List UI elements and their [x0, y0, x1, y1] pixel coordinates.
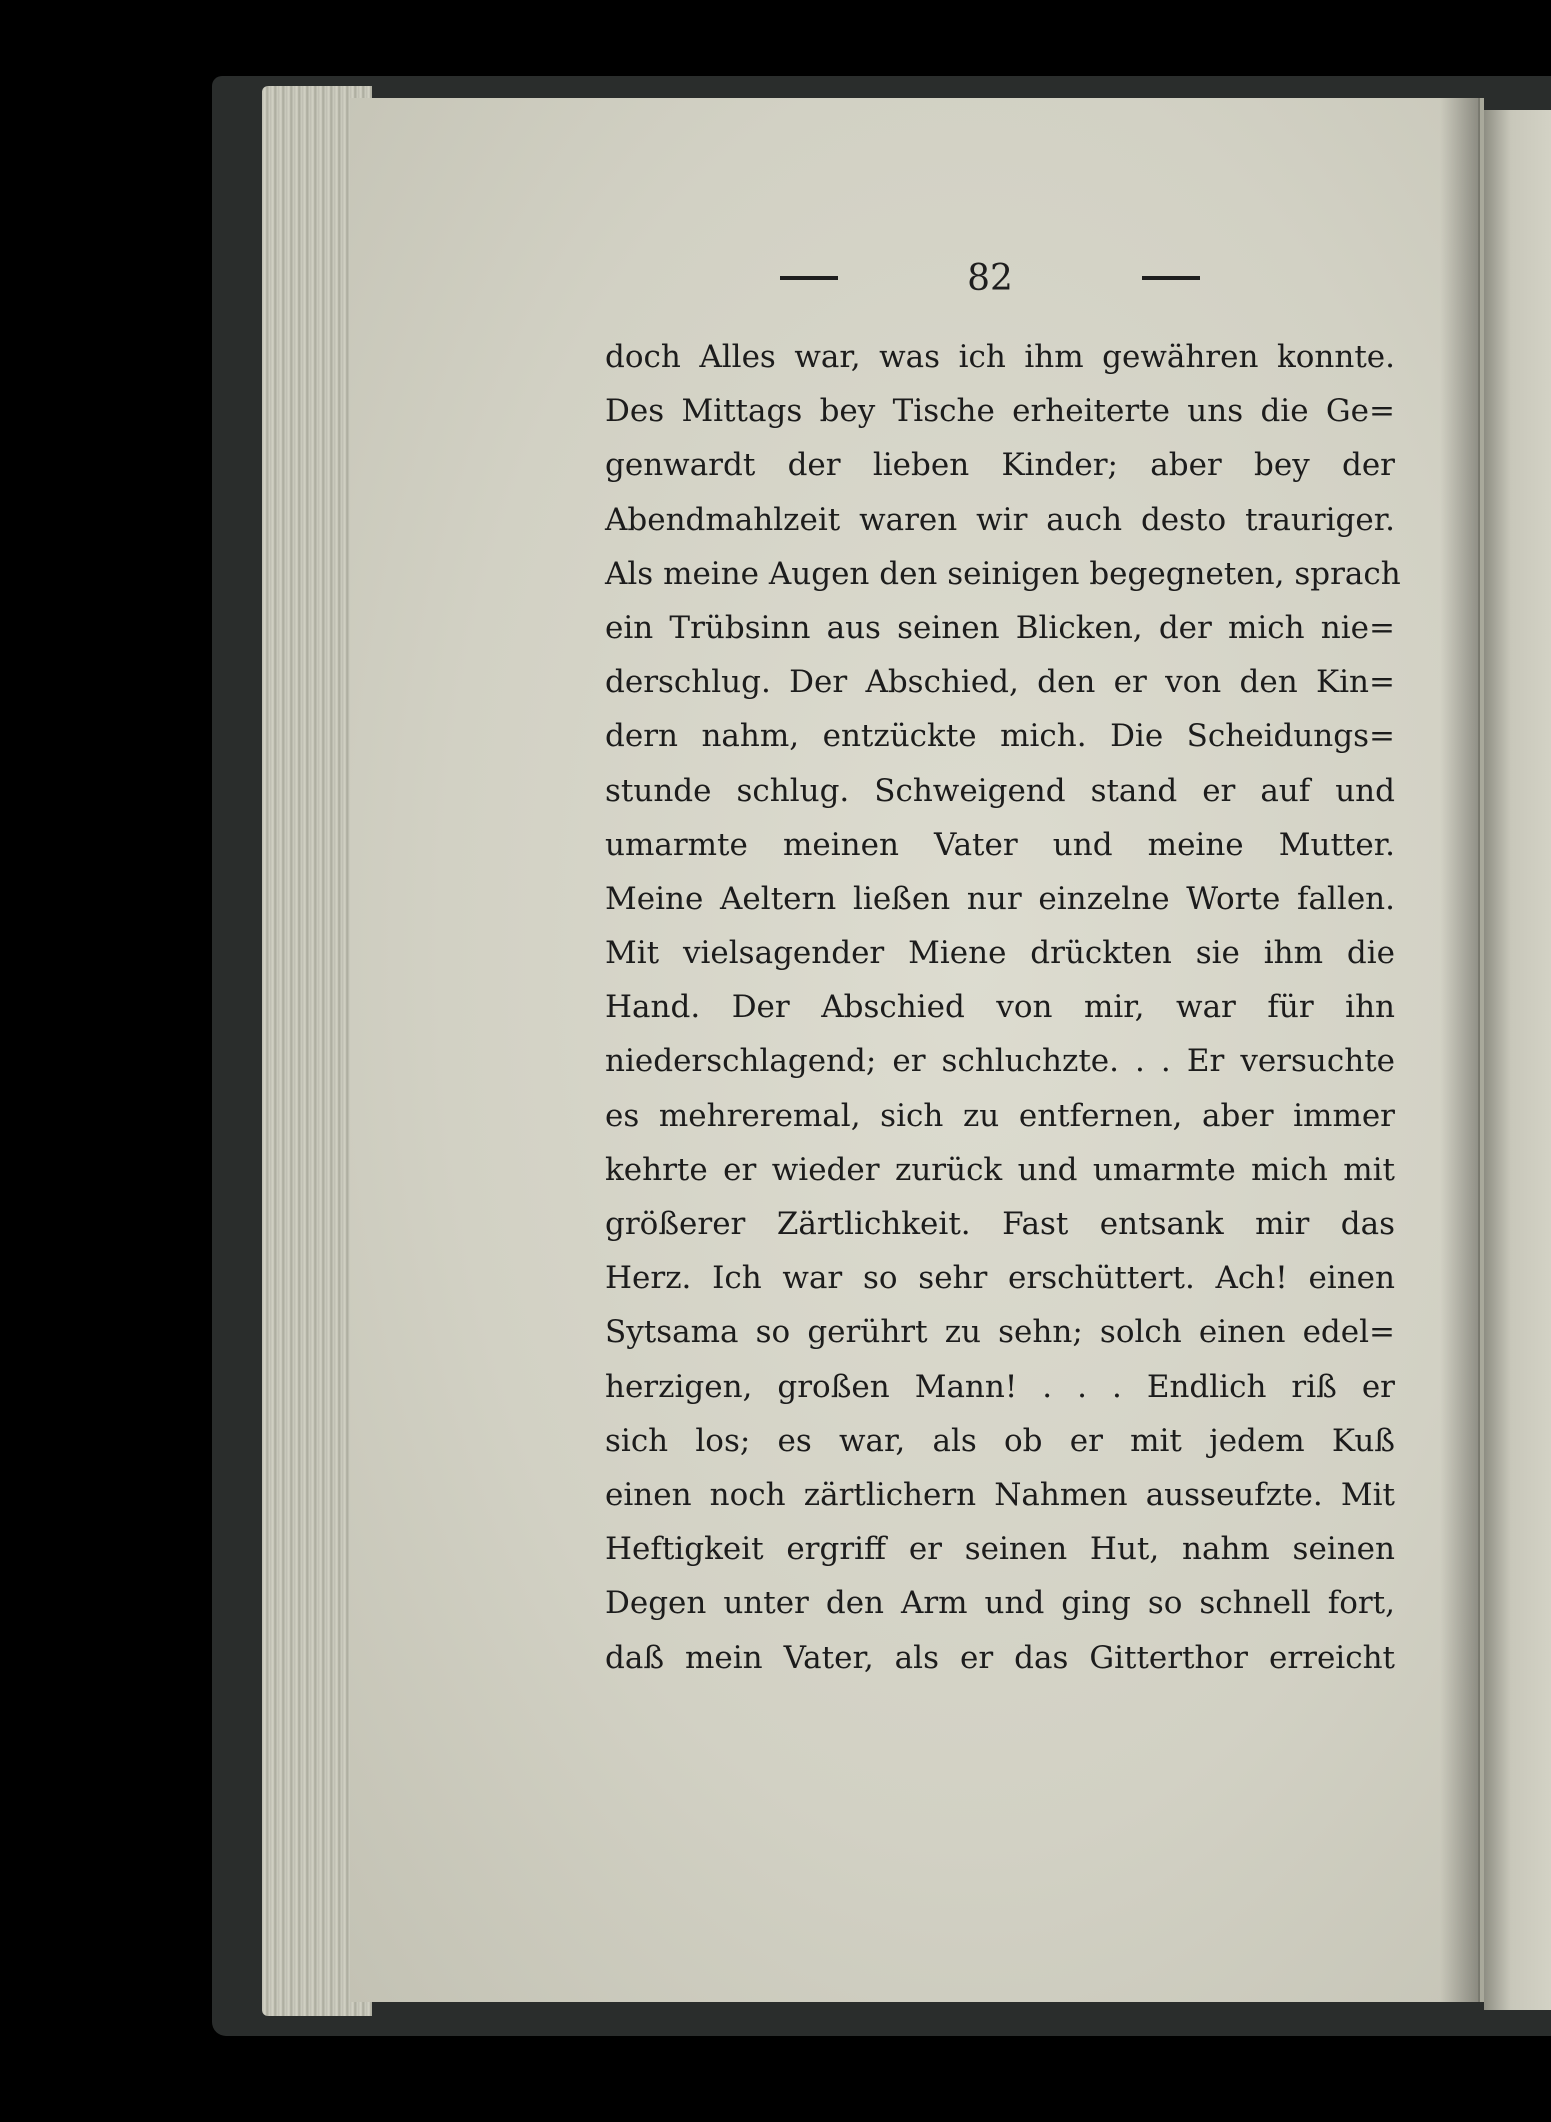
text-line: größerer Zärtlichkeit. Fast entsank mir das: [605, 1206, 1395, 1242]
text-line: Meine Aeltern ließen nur einzelne Worte fallen.: [605, 880, 1395, 917]
gutter-shadow: [1440, 98, 1480, 2002]
body-text: [605, 330, 1401, 1685]
text-line: Als meine Augen den seinigen begegneten, sprach: [605, 555, 1401, 592]
text-line: doch Alles war, was ich ihm gewähren konnte.: [605, 339, 1395, 375]
text-line: Mit vielsagender Miene drückten sie ihm die: [605, 935, 1395, 972]
header-dash-left: [780, 276, 838, 280]
text-line: daß mein Vater, als er das Gitterthor erreicht: [605, 1639, 1395, 1676]
text-line: stunde schlug. Schweigend stand er auf und: [605, 772, 1395, 809]
facing-page-edge: [1484, 110, 1551, 2010]
page-number: 82: [967, 257, 1013, 299]
text-line: Hand. Der Abschied von mir, war für ihn: [605, 989, 1395, 1026]
text-line: niederschlagend; er schluchzte. . . Er versuchte: [605, 1043, 1395, 1080]
text-line: derschlug. Der Abschied, den er von den Kin=: [605, 664, 1395, 701]
text-line: Heftigkeit ergriff er seinen Hut, nahm seinen: [605, 1531, 1395, 1568]
text-line: es mehreremal, sich zu entfernen, aber immer: [605, 1097, 1395, 1134]
text-line: kehrte er wieder zurück und umarmte mich mit: [605, 1151, 1395, 1188]
text-line: Degen unter den Arm und ging so schnell fort,: [605, 1585, 1395, 1622]
text-line: dern nahm, entzückte mich. Die Scheidungs=: [605, 718, 1395, 755]
text-line: umarmte meinen Vater und meine Mutter.: [605, 826, 1395, 863]
page-header: [780, 248, 1200, 308]
text-line: Herz. Ich war so sehr erschüttert. Ach! einen: [605, 1260, 1395, 1297]
text-line: herzigen, großen Mann! . . . Endlich riß er: [605, 1368, 1395, 1405]
text-line: einen noch zärtlichern Nahmen ausseufzte. Mit: [605, 1476, 1395, 1513]
text-line: Abendmahlzeit waren wir auch desto trauriger.: [605, 501, 1395, 538]
text-line: ein Trübsinn aus seinen Blicken, der mich nie=: [605, 609, 1395, 646]
header-dash-right: [1142, 276, 1200, 280]
text-line: genwardt der lieben Kinder; aber bey der: [605, 447, 1395, 484]
text-line: Sytsama so gerührt zu sehn; solch einen edel=: [605, 1314, 1395, 1351]
text-line: Des Mittags bey Tische erheiterte uns die Ge=: [605, 393, 1395, 430]
text-line: sich los; es war, als ob er mit jedem Kuß: [605, 1422, 1395, 1459]
